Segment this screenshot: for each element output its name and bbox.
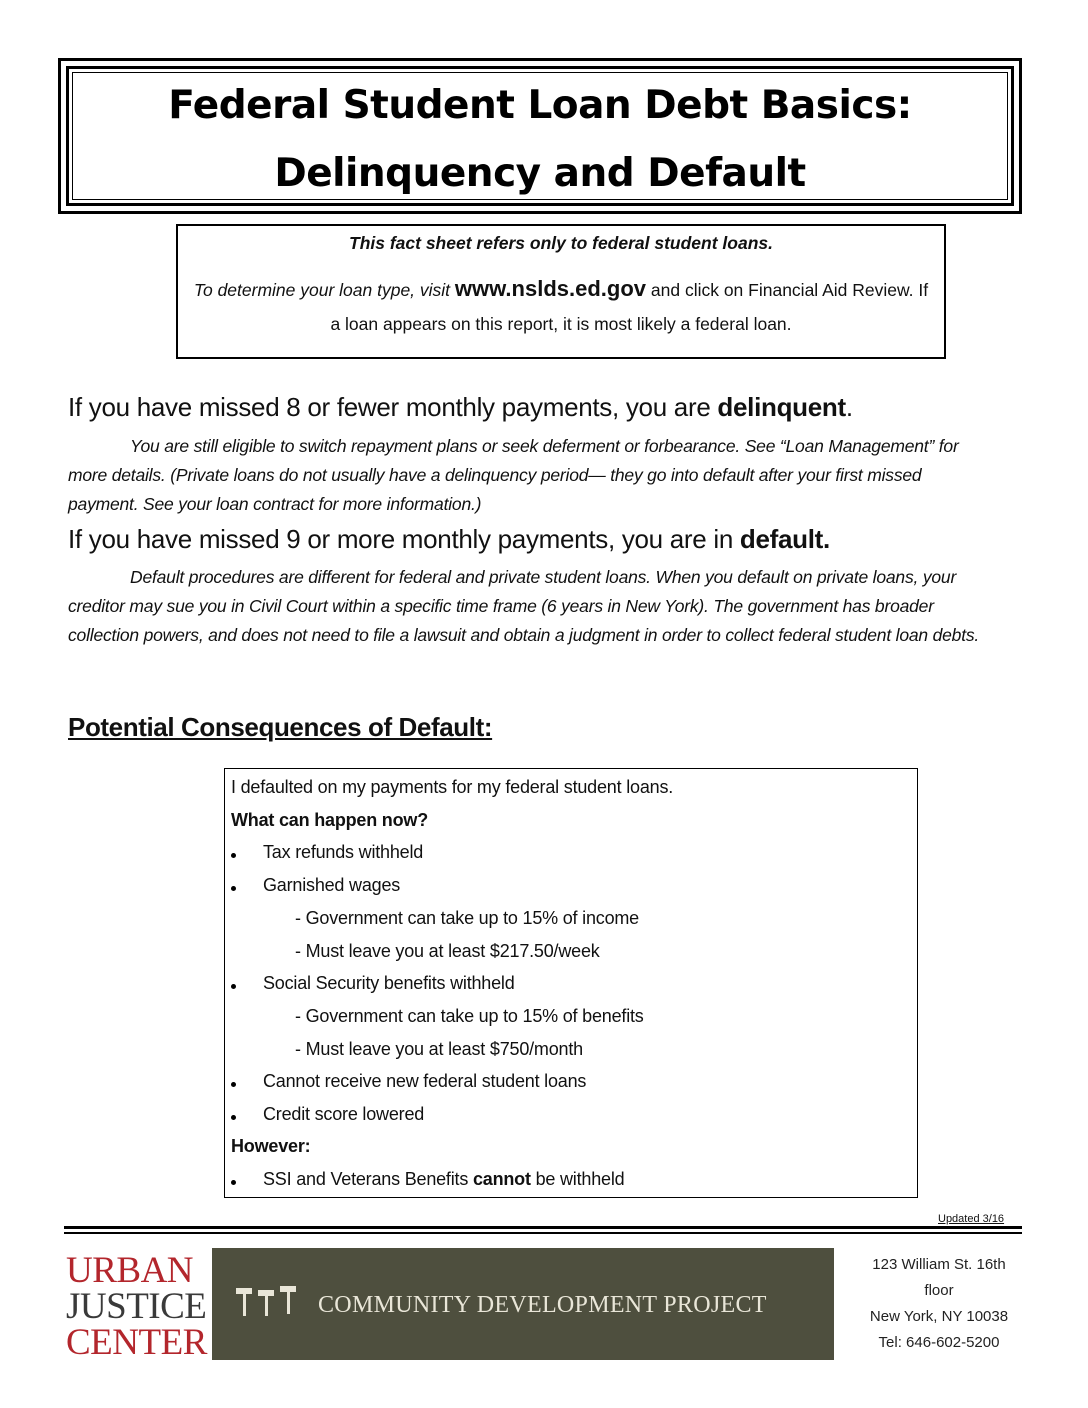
ssi-cannot: cannot <box>472 1169 531 1189</box>
sub-item-benefits: - Government can take up to 15% of benefits <box>295 1006 644 1026</box>
cdp-banner <box>212 1248 834 1360</box>
notice-box <box>176 224 946 359</box>
default-lead-text: If you have missed 9 or more monthly payments, you are in <box>68 524 740 554</box>
bullet-tax-refunds: Tax refunds withheld <box>263 842 424 862</box>
notice-report-text: a loan appears on this report, it is most likely a federal loan. <box>330 314 792 334</box>
address-floor: floor <box>924 1282 954 1299</box>
sub-item-income: - Government can take up to 15% of income <box>295 908 639 928</box>
bullet-no-new-loans: Cannot receive new federal student loans <box>263 1071 587 1091</box>
signs-icon <box>236 1286 300 1320</box>
sub-item-monthly-minimum: - Must leave you at least $750/month <box>295 1039 583 1059</box>
ssi-text: SSI and Veterans Benefits <box>263 1169 473 1189</box>
consequences-heading: Potential Consequences of Default: <box>68 712 493 742</box>
notice-federal-only: This fact sheet refers only to federal student loans. <box>349 233 773 253</box>
address-phone: Tel: 646-602-5200 <box>878 1334 1000 1351</box>
notice-click-text: and click on Financial Aid Review. If <box>646 280 929 300</box>
bullet-icon <box>231 1180 236 1185</box>
ssi-text-end: be withheld <box>530 1169 625 1189</box>
cdp-name: COMMUNITY DEVELOPMENT PROJECT <box>318 1292 767 1318</box>
however-label: However: <box>231 1136 311 1156</box>
title-box <box>58 58 1022 214</box>
delinquent-lead-text: If you have missed 8 or fewer monthly payments, you are <box>68 392 718 422</box>
delinquent-paragraph <box>68 432 988 519</box>
updated-date: Updated 3/16 <box>938 1213 1005 1225</box>
notice-loan-type-line <box>178 276 944 302</box>
delinquent-term: delinquent <box>717 392 846 422</box>
bullet-garnished-wages: Garnished wages <box>263 875 401 895</box>
bullet-icon <box>231 984 236 989</box>
bullet-credit-score: Credit score lowered <box>263 1104 425 1124</box>
bullet-icon <box>231 1082 236 1087</box>
title-line-1: Federal Student Loan Debt Basics: <box>168 83 912 128</box>
default-lead <box>68 524 830 555</box>
bullet-ssi-veterans <box>263 1169 624 1190</box>
bullet-icon <box>231 1115 236 1120</box>
consequences-question: What can happen now? <box>231 810 428 830</box>
notice-visit-text: To determine your loan type, visit <box>193 280 455 300</box>
nslds-link[interactable]: www.nslds.ed.gov <box>454 276 647 301</box>
consequences-box <box>224 768 918 1198</box>
ujc-logo-justice: JUSTICE <box>66 1286 207 1327</box>
consequences-intro: I defaulted on my payments for my federal student loans. <box>231 777 674 797</box>
default-paragraph-text: Default procedures are different for federal and private student loans. When you default on private loans, your creditor may sue you in Civil Court within a specific time frame (6 years in New York). The government has broader collection powers, and does not need to file a lawsuit and obtain a judgment in order to collect federal student loan debts. <box>68 567 980 645</box>
delinquent-lead-end: . <box>845 392 853 422</box>
delinquent-paragraph-text: You are still eligible to switch repayment plans or seek deferment or forbearance. See “Loan Management” for more details. (Private loans do not usually have a delinquency period— they go into default after your first missed payment. See your loan contract for more information.) <box>68 436 959 514</box>
footer-rule-thin <box>64 1232 1022 1234</box>
delinquent-lead <box>68 392 853 423</box>
address-street: 123 William St. 16th <box>872 1256 1006 1273</box>
ujc-logo-center: CENTER <box>66 1322 207 1363</box>
sub-item-weekly-minimum: - Must leave you at least $217.50/week <box>295 941 600 961</box>
default-term: default. <box>739 524 830 554</box>
ujc-logo-urban: URBAN <box>66 1250 194 1291</box>
bullet-social-security: Social Security benefits withheld <box>263 973 515 993</box>
title-line-2: Delinquency and Default <box>274 151 806 196</box>
bullet-icon <box>231 886 236 891</box>
default-paragraph <box>68 563 988 650</box>
bullet-icon <box>231 853 236 858</box>
address-city: New York, NY 10038 <box>869 1308 1009 1325</box>
footer-rule <box>64 1226 1022 1229</box>
